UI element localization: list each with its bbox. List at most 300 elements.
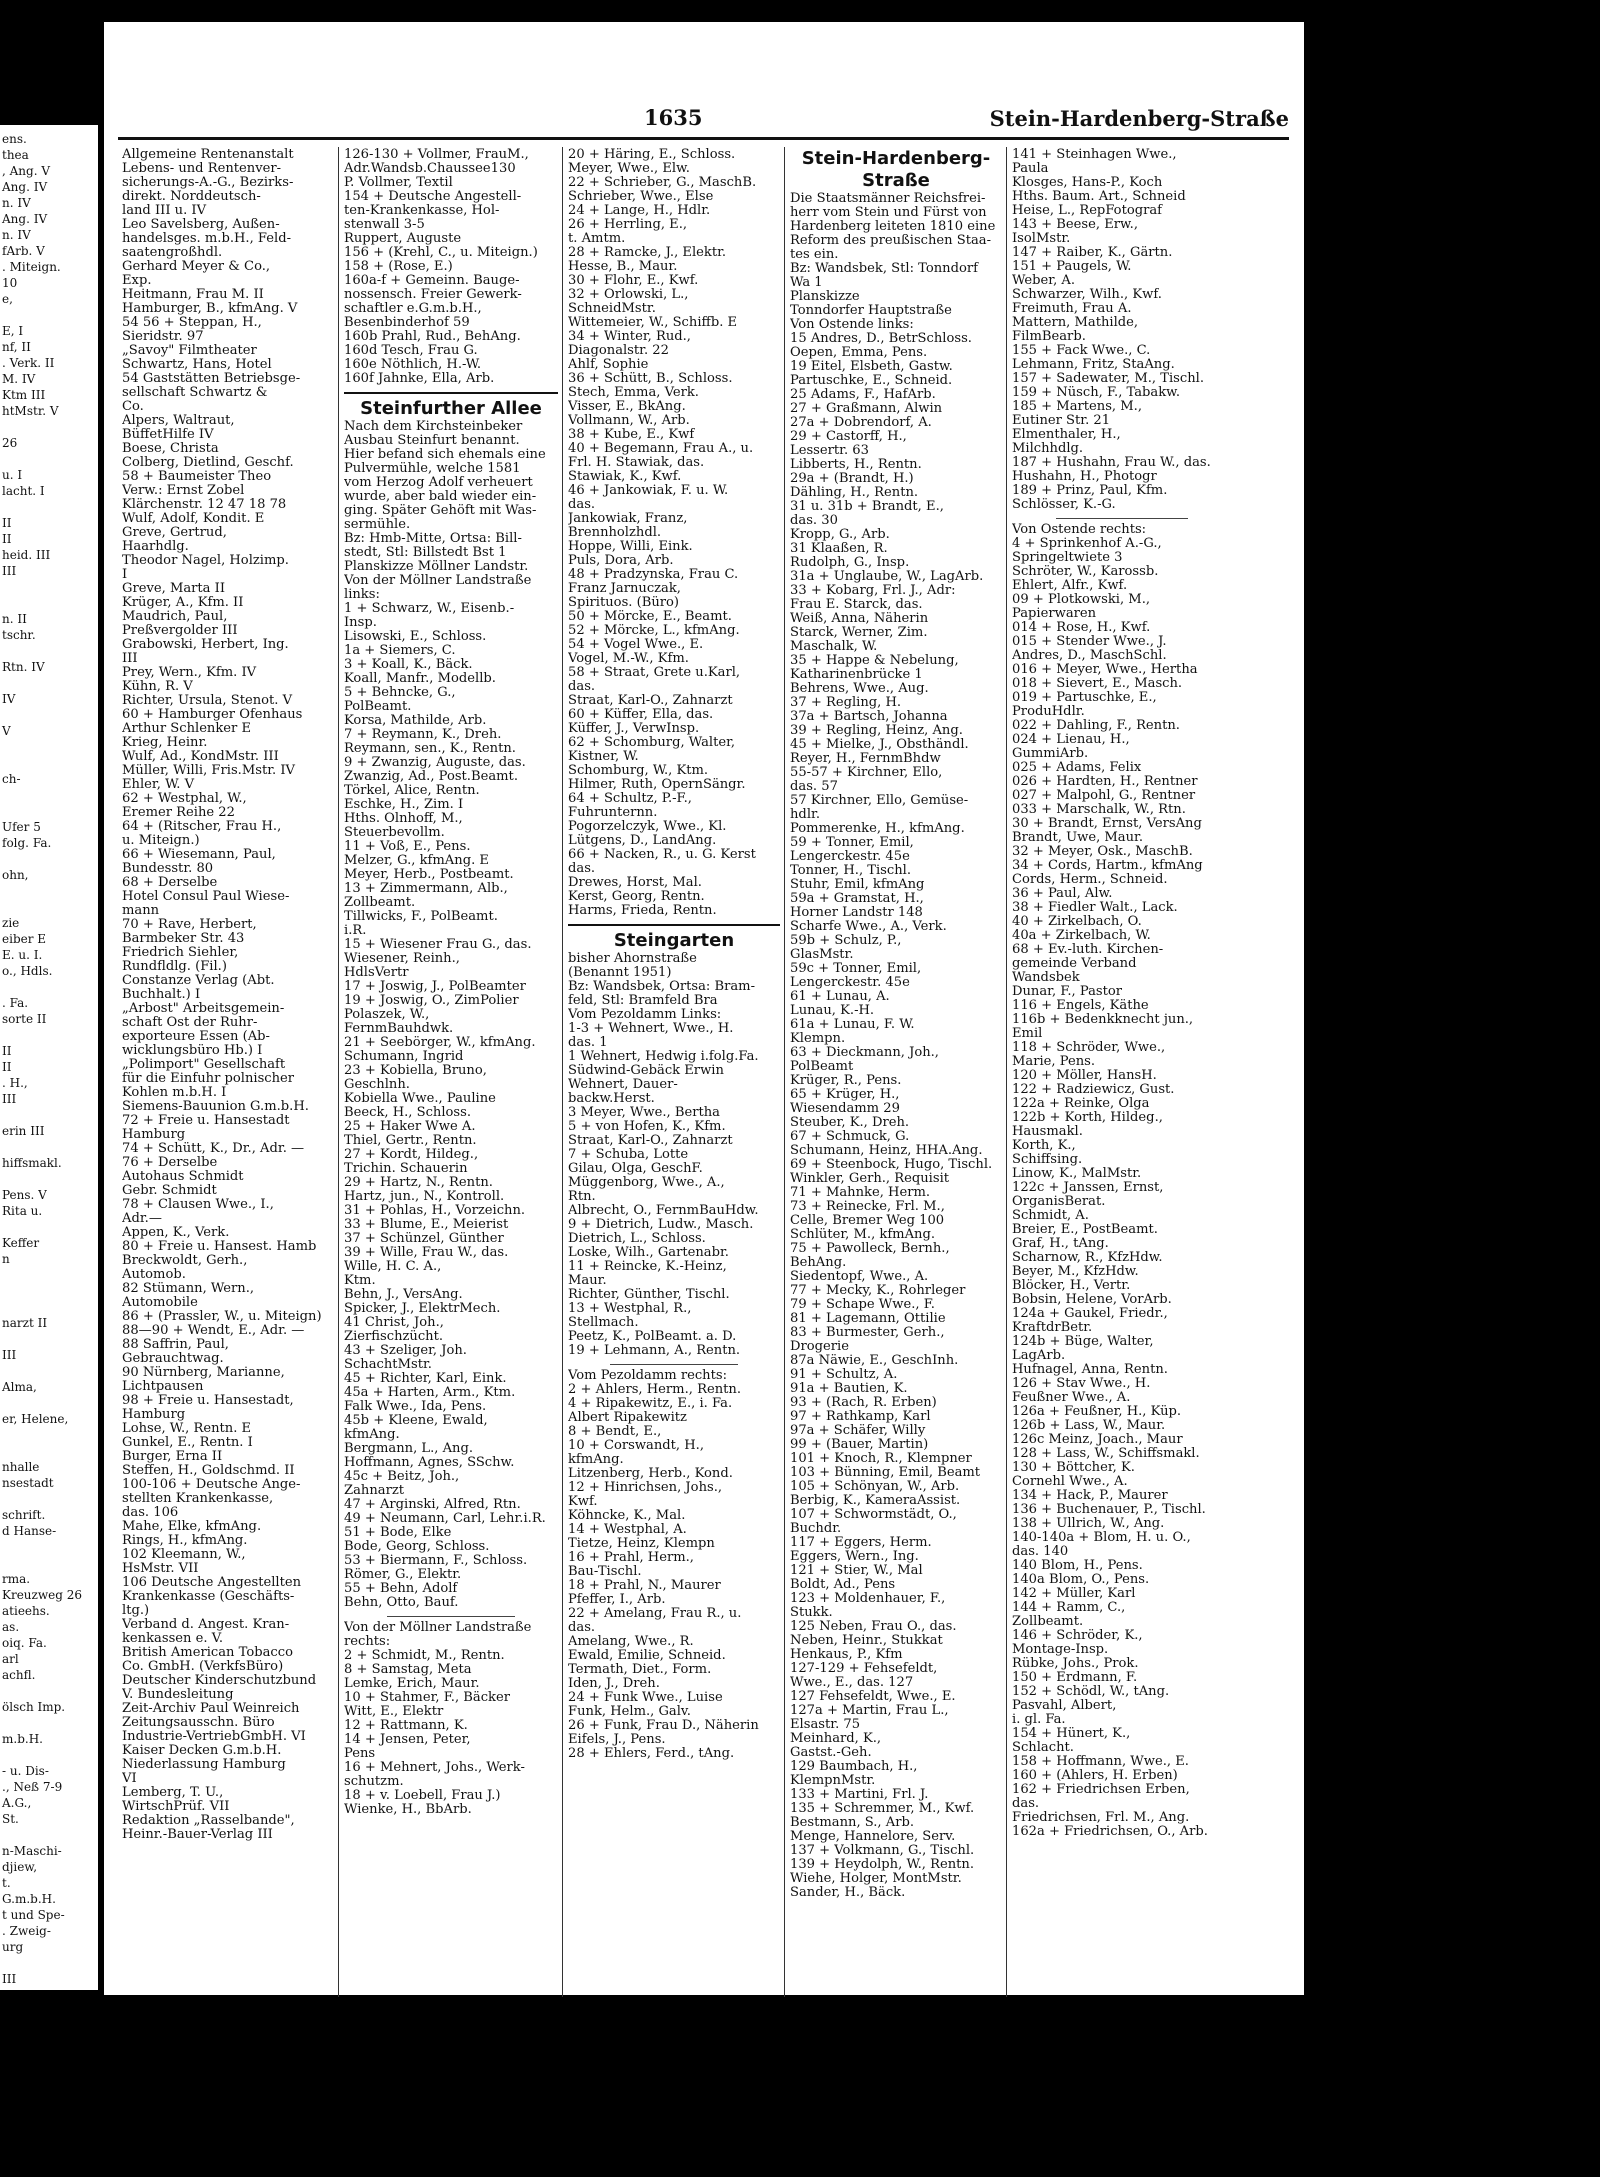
directory-entry: Preßvergolder III [122, 624, 238, 638]
directory-entry: VI [122, 1772, 137, 1786]
directory-entry: Drewes, Horst, Mal. [568, 876, 702, 890]
directory-entry: Hamburg [122, 1408, 186, 1422]
left-page-text: tschr. [2, 628, 36, 642]
directory-entry: Schmidt, A. [1012, 1209, 1089, 1223]
directory-entry: Hilmer, Ruth, OpernSängr. [568, 778, 746, 792]
directory-entry: Lunau, K.-H. [790, 1004, 875, 1018]
directory-entry: 126b + Lass, W., Maur. [1012, 1419, 1166, 1433]
directory-entry: i. gl. Fa. [1012, 1713, 1066, 1727]
directory-entry: 88—90 + Wendt, E., Adr. — [122, 1324, 305, 1338]
directory-entry: 09 + Plotkowski, M., [1012, 593, 1151, 607]
directory-entry: Richter, Ursula, Stenot. V [122, 694, 293, 708]
directory-entry: 35 + Happe & Nebelung, [790, 654, 959, 668]
directory-entry: sicherungs-A.-G., Bezirks- [122, 176, 294, 190]
directory-entry: Automob. [122, 1268, 186, 1282]
directory-entry: 024 + Lienau, H., [1012, 733, 1130, 747]
directory-entry: 103 + Bünning, Emil, Beamt [790, 1466, 981, 1480]
directory-entry: 135 + Schremmer, M., Kwf. [790, 1802, 975, 1816]
directory-entry: Celle, Bremer Weg 100 [790, 1214, 945, 1228]
left-page-text: . Miteign. [2, 260, 61, 274]
left-page-text: II [2, 516, 12, 530]
directory-entry: 98 + Freie u. Hansestadt, [122, 1394, 294, 1408]
directory-entry: land III u. IV [122, 204, 207, 218]
directory-entry: 64 + Schultz, P.-F., [568, 792, 692, 806]
directory-entry: Koall, Manfr., Modellb. [344, 672, 496, 686]
left-page-text: , Ang. V [2, 164, 50, 178]
directory-entry: Hoppe, Willi, Eink. [568, 540, 693, 554]
directory-entry: Lehmann, Fritz, StaAng. [1012, 358, 1175, 372]
directory-entry: SchachtMstr. [344, 1358, 432, 1372]
directory-entry: SchneidMstr. [568, 302, 656, 316]
directory-entry: 74 + Schütt, K., Dr., Adr. — [122, 1142, 305, 1156]
directory-entry: nossensch. Freier Gewerk- [344, 288, 522, 302]
directory-entry: 5 + von Hofen, K., Kfm. [568, 1120, 726, 1134]
column-divider [1006, 147, 1007, 1997]
directory-entry: 28 + Ehlers, Ferd., tAng. [568, 1747, 735, 1761]
directory-entry: 9 + Zwanzig, Auguste, das. [344, 756, 526, 770]
directory-entry: Wienke, H., BbArb. [344, 1803, 472, 1817]
directory-entry: Von Ostende rechts: [1012, 523, 1147, 537]
directory-entry: 25 + Haker Wwe A. [344, 1120, 476, 1134]
directory-entry: 16 + Mehnert, Johs., Werk- [344, 1761, 525, 1775]
directory-entry: Loske, Wilh., Gartenabr. [568, 1246, 729, 1260]
directory-entry: Zeitungsausschn. Büro [122, 1716, 275, 1730]
street-heading: Stein-Hardenberg-Straße [801, 148, 991, 191]
directory-entry: Tonndorfer Hauptstraße [790, 304, 952, 318]
directory-entry: mann [122, 904, 160, 918]
directory-entry: Maur. [568, 1274, 607, 1288]
directory-entry: Lohse, W., Rentn. E [122, 1422, 252, 1436]
directory-entry: Wiehe, Holger, MontMstr. [790, 1872, 962, 1886]
directory-entry: Winkler, Gerh., Requisit [790, 1172, 950, 1186]
directory-entry: 126-130 + Vollmer, FrauM., [344, 148, 529, 162]
directory-entry: Pulvermühle, welche 1581 [344, 462, 521, 476]
directory-entry: 69 + Steenbock, Hugo, Tischl. [790, 1158, 993, 1172]
directory-entry: 124a + Gaukel, Friedr., [1012, 1307, 1168, 1321]
left-page-text: IV [2, 692, 16, 706]
street-heading: Steingarten [568, 924, 780, 952]
directory-entry: Hier befand sich ehemals eine [344, 448, 546, 462]
directory-entry: Lichtpausen [122, 1380, 204, 1394]
directory-entry: Franz Jarnuczak, [568, 582, 681, 596]
directory-entry: Weiß, Anna, Näherin [790, 612, 929, 626]
directory-entry: Melzer, G., kfmAng. E [344, 854, 489, 868]
directory-entry: Maschalk, W. [790, 640, 878, 654]
directory-entry: 68 + Derselbe [122, 876, 218, 890]
directory-entry: 2 + Ahlers, Herm., Rentn. [568, 1383, 741, 1397]
directory-entry: 31 Klaaßen, R. [790, 542, 888, 556]
directory-entry: Ktm. [344, 1274, 376, 1288]
directory-entry: Reymann, sen., K., Rentn. [344, 742, 516, 756]
directory-entry: 158 + Hoffmann, Wwe., E. [1012, 1755, 1189, 1769]
directory-entry: 126a + Feußner, H., Küp. [1012, 1405, 1182, 1419]
directory-entry: Korth, K., [1012, 1139, 1076, 1153]
left-page-text: III [2, 564, 17, 578]
directory-entry: Mahe, Elke, kfmAng. [122, 1520, 262, 1534]
directory-entry: Springeltwiete 3 [1012, 551, 1123, 565]
directory-entry: Eggers, Wern., Ing. [790, 1550, 919, 1564]
directory-entry: Buchhalt.) I [122, 988, 201, 1002]
directory-entry: Friedrichsen, Frl. M., Ang. [1012, 1811, 1190, 1825]
directory-entry: 22 + Amelang, Frau R., u. [568, 1607, 742, 1621]
directory-entry: schaftler e.G.m.b.H., [344, 302, 482, 316]
directory-entry: 155 + Fack Wwe., C. [1012, 344, 1151, 358]
directory-entry: 99 + (Bauer, Martin) [790, 1438, 929, 1452]
directory-entry: 60 + Hamburger Ofenhaus [122, 708, 303, 722]
directory-entry: 127 Fehsefeldt, Wwe., E. [790, 1690, 956, 1704]
directory-entry: Heise, L., RepFotograf [1012, 204, 1163, 218]
directory-entry: Alpers, Waltraut, [122, 414, 235, 428]
left-page-text: lacht. I [2, 484, 45, 498]
directory-entry: Albert Ripakewitz [568, 1411, 687, 1425]
directory-entry: 67 + Schmuck, G. [790, 1130, 910, 1144]
directory-entry: Greve, Marta II [122, 582, 225, 596]
directory-entry: Müggenborg, Wwe., A., [568, 1176, 725, 1190]
left-page-text: n-Maschi- [2, 1844, 62, 1858]
directory-entry: Dunar, F., Pastor [1012, 985, 1122, 999]
directory-entry: Bergmann, L., Ang. [344, 1442, 474, 1456]
directory-entry: vom Herzog Adolf verheuert [344, 476, 533, 490]
directory-entry: Buchdr. [790, 1522, 842, 1536]
directory-entry: 59c + Tonner, Emil, [790, 962, 922, 976]
directory-entry: für die Einfuhr polnischer [122, 1072, 295, 1086]
directory-entry: Frau E. Starck, das. [790, 598, 923, 612]
left-page-text: atieehs. [2, 1604, 50, 1618]
directory-entry: 14 + Westphal, A. [568, 1523, 687, 1537]
directory-entry: 61 + Lunau, A. [790, 990, 890, 1004]
directory-entry: Sieridstr. 97 [122, 330, 204, 344]
directory-entry: 93 + (Rach, R. Erben) [790, 1396, 937, 1410]
directory-entry: 025 + Adams, Felix [1012, 761, 1142, 775]
directory-entry: stellten Krankenkasse, [122, 1492, 274, 1506]
directory-entry: 141 + Steinhagen Wwe., [1012, 148, 1177, 162]
directory-entry: kfmAng. [344, 1428, 400, 1442]
directory-entry: 34 + Winter, Rud., [568, 330, 691, 344]
directory-entry: Straat, Karl-O., Zahnarzt [568, 694, 733, 708]
directory-entry: Co. [122, 400, 144, 414]
directory-entry: 144 + Ramm, C., [1012, 1601, 1126, 1615]
directory-entry: LagArb. [1012, 1349, 1066, 1363]
directory-entry: 39 + Wille, Frau W., das. [344, 1246, 509, 1260]
directory-entry: 1 + Schwarz, W., Eisenb.- [344, 602, 515, 616]
directory-entry: Constanze Verlag (Abt. [122, 974, 275, 988]
left-page-text: rma. [2, 1572, 31, 1586]
directory-entry: 12 + Hinrichsen, Johs., [568, 1481, 723, 1495]
directory-entry: 128 + Lass, W., Schiffsmakl. [1012, 1447, 1200, 1461]
directory-entry: 140-140a + Blom, H. u. O., [1012, 1531, 1191, 1545]
directory-entry: Drogerie [790, 1340, 849, 1354]
left-page-text: III [2, 1972, 17, 1986]
directory-entry: Bau-Tischl. [568, 1565, 642, 1579]
directory-entry: links: [344, 588, 380, 602]
left-page-text: eiber E [2, 932, 47, 946]
directory-entry: Hufnagel, Anna, Rentn. [1012, 1363, 1168, 1377]
directory-entry: 160f Jahnke, Ella, Arb. [344, 372, 495, 386]
directory-entry: 27a + Dobrendorf, A. [790, 416, 932, 430]
directory-entry: 10 + Stahmer, F., Bäcker [344, 1691, 510, 1705]
directory-entry: Colberg, Dietlind, Geschf. [122, 456, 294, 470]
directory-entry: Pommerenke, H., kfmAng. [790, 822, 965, 836]
directory-entry: HdlsVertr [344, 966, 409, 980]
directory-entry: GlasMstr. [790, 948, 854, 962]
directory-entry: 30 + Brandt, Ernst, VersAng [1012, 817, 1202, 831]
directory-entry: das. 1 [568, 1036, 608, 1050]
directory-entry: gemeinde Verband [1012, 957, 1137, 971]
directory-entry: Hoffmann, Agnes, SSchw. [344, 1456, 515, 1470]
directory-entry: Eutiner Str. 21 [1012, 414, 1111, 428]
directory-entry: Redaktion „Rasselbande", [122, 1814, 295, 1828]
left-page-text: er, Helene, [2, 1412, 69, 1426]
directory-entry: 139 + Heydolph, W., Rentn. [790, 1858, 974, 1872]
directory-entry: 122a + Reinke, Olga [1012, 1097, 1150, 1111]
directory-entry: 187 + Hushahn, Frau W., das. [1012, 456, 1211, 470]
left-page-text: narzt II [2, 1316, 48, 1330]
directory-entry: 20 + Häring, E., Schloss. [568, 148, 736, 162]
directory-entry: Steuerbevollm. [344, 826, 445, 840]
directory-entry: das. [568, 498, 596, 512]
directory-entry: 83 + Burmester, Gerh., [790, 1326, 945, 1340]
directory-entry: Verband d. Angest. Kran- [122, 1618, 290, 1632]
directory-entry: Siemens-Bauunion G.m.b.H. [122, 1100, 309, 1114]
left-page-text: St. [2, 1812, 19, 1826]
directory-entry: saatengroßhdl. [122, 246, 223, 260]
directory-entry: Vom Pezoldamm Links: [568, 1008, 722, 1022]
directory-entry: Siedentopf, Wwe., A. [790, 1270, 929, 1284]
directory-entry: Stuhr, Emil, kfmAng [790, 878, 925, 892]
directory-entry: I [122, 568, 128, 582]
directory-entry: Jankowiak, Franz, [568, 512, 688, 526]
directory-entry: 48 + Pradzynska, Frau C. [568, 568, 739, 582]
left-page-fragment [0, 125, 98, 1990]
directory-entry: Hotel Consul Paul Wiese- [122, 890, 290, 904]
directory-entry: direkt. Norddeutsch- [122, 190, 261, 204]
column-1 [122, 148, 334, 1842]
directory-entry: Beeck, H., Schloss. [344, 1106, 472, 1120]
directory-entry: Lütgens, D., LandAng. [568, 834, 717, 848]
directory-entry: 38 + Kube, E., Kwf [568, 428, 695, 442]
directory-entry: FernmBauhdwk. [344, 1022, 454, 1036]
section-divider [387, 1616, 515, 1617]
directory-entry: Korsa, Mathilde, Arb. [344, 714, 487, 728]
left-page-text: ölsch Imp. [2, 1700, 66, 1714]
directory-entry: Brandt, Uwe, Maur. [1012, 831, 1144, 845]
directory-entry: 122c + Janssen, Ernst, [1012, 1181, 1164, 1195]
directory-entry: Allgemeine Rentenanstalt [122, 148, 294, 162]
left-page-text: djiew, [2, 1860, 38, 1874]
directory-entry: 70 + Rave, Herbert, [122, 918, 257, 932]
column-5 [1012, 148, 1232, 1839]
directory-entry: 152 + Schödl, W., tAng. [1012, 1685, 1170, 1699]
directory-entry: Mattern, Mathilde, [1012, 316, 1139, 330]
directory-entry: Tonner, H., Tischl. [790, 864, 912, 878]
directory-entry: Maudrich, Paul, [122, 610, 228, 624]
left-page-text: schrift. [2, 1508, 46, 1522]
directory-entry: Dietrich, L., Schloss. [568, 1232, 706, 1246]
left-page-text: III [2, 1348, 17, 1362]
directory-entry: 57 Kirchner, Ello, Gemüse- [790, 794, 969, 808]
directory-entry: Behrens, Wwe., Aug. [790, 682, 929, 696]
directory-entry: WirtschPrüf. VII [122, 1800, 230, 1814]
directory-entry: Termath, Diet., Form. [568, 1663, 712, 1677]
directory-entry: 122 + Radziewicz, Gust. [1012, 1083, 1175, 1097]
directory-entry: Boldt, Ad., Pens [790, 1578, 896, 1592]
directory-entry: 82 Stümann, Wern., [122, 1282, 255, 1296]
left-page-text: A.G., [2, 1796, 32, 1810]
directory-entry: 75 + Pawolleck, Bernh., [790, 1242, 950, 1256]
directory-entry: das. 106 [122, 1506, 179, 1520]
directory-entry: 73 + Reinecke, Frl. M., [790, 1200, 945, 1214]
directory-entry: 146 + Schröder, K., [1012, 1629, 1143, 1643]
directory-entry: 117 + Eggers, Herm. [790, 1536, 932, 1550]
left-page-text: nsestadt [2, 1476, 54, 1490]
directory-entry: Insp. [344, 616, 377, 630]
directory-entry: Schlacht. [1012, 1741, 1074, 1755]
directory-entry: Ewald, Emilie, Schneid. [568, 1649, 726, 1663]
left-page-text: . H., [2, 1076, 28, 1090]
directory-entry: das. 140 [1012, 1545, 1069, 1559]
directory-entry: Lessertr. 63 [790, 444, 869, 458]
left-page-text: Alma, [2, 1380, 37, 1394]
directory-entry: Falk Wwe., Ida, Pens. [344, 1400, 487, 1414]
directory-entry: Rtn. [568, 1190, 596, 1204]
directory-entry: Beyer, M., KfzHdw. [1012, 1265, 1139, 1279]
directory-entry: Stawiak, K., Kwf. [568, 470, 682, 484]
directory-entry: Witt, E., Elektr [344, 1705, 444, 1719]
directory-entry: 027 + Malpohl, G., Rentner [1012, 789, 1196, 803]
left-page-text: Keffer [2, 1236, 40, 1250]
directory-entry: Arthur Schlenker E [122, 722, 252, 736]
directory-entry: wurde, aber bald wieder ein- [344, 490, 537, 504]
directory-entry: IsolMstr. [1012, 232, 1071, 246]
directory-entry: 53 + Biermann, F., Schloss. [344, 1554, 528, 1568]
directory-entry: Kaiser Decken G.m.b.H. [122, 1744, 282, 1758]
left-page-text: M. IV [2, 372, 36, 386]
directory-entry: 28 + Ramcke, J., Elektr. [568, 246, 727, 260]
directory-entry: 41 Christ, Joh., [344, 1316, 444, 1330]
directory-entry: Heitmann, Frau M. II [122, 288, 264, 302]
directory-entry: 24 + Lange, H., Hdlr. [568, 204, 711, 218]
directory-entry: Stellmach. [568, 1316, 639, 1330]
directory-entry: 13 + Westphal, R., [568, 1302, 692, 1316]
directory-entry: exporteure Essen (Ab- [122, 1030, 270, 1044]
directory-entry: Müller, Willi, Fris.Mstr. IV [122, 764, 295, 778]
directory-entry: 29 + Hartz, N., Rentn. [344, 1176, 493, 1190]
directory-entry: Ruppert, Auguste [344, 232, 462, 246]
directory-entry: 150 + Erdmann, F. [1012, 1671, 1138, 1685]
directory-entry: Scharnow, R., KfzHdw. [1012, 1251, 1163, 1265]
directory-entry: Thiel, Gertr., Rentn. [344, 1134, 477, 1148]
directory-entry: Vollmann, W., Arb. [568, 414, 690, 428]
directory-entry: 160d Tesch, Frau G. [344, 344, 478, 358]
directory-entry: Cords, Herm., Schneid. [1012, 873, 1168, 887]
directory-entry: 142 + Müller, Karl [1012, 1587, 1136, 1601]
directory-entry: 162 + Friedrichsen Erben, [1012, 1783, 1190, 1797]
directory-entry: Meyer, Herb., Postbeamt. [344, 868, 514, 882]
directory-entry: Schiffsing. [1012, 1153, 1083, 1167]
directory-entry: tes ein. [790, 248, 839, 262]
section-divider [610, 1364, 737, 1365]
directory-entry: 31 + Pohlas, H., Vorzeichn. [344, 1204, 526, 1218]
directory-entry: 18 + v. Loebell, Frau J.) [344, 1789, 501, 1803]
directory-entry: 15 + Wiesener Frau G., das. [344, 938, 532, 952]
directory-entry: Eschke, H., Zim. I [344, 798, 464, 812]
directory-entry: Wittemeier, W., Schiffb. E [568, 316, 738, 330]
directory-entry: Berbig, K., KameraAssist. [790, 1494, 961, 1508]
directory-entry: 90 Nürnberg, Marianne, [122, 1366, 285, 1380]
directory-entry: 33 + Kobarg, Frl. J., Adr: [790, 584, 956, 598]
directory-entry: ProduHdlr. [1012, 705, 1085, 719]
directory-entry: 160e Nöthlich, H.-W. [344, 358, 482, 372]
left-page-text: nf, II [2, 340, 31, 354]
left-page-text: II [2, 1044, 12, 1058]
left-page-text: 10 [2, 276, 18, 290]
directory-entry: KlempnMstr. [790, 1774, 876, 1788]
directory-entry: 34 + Cords, Hartm., kfmAng [1012, 859, 1203, 873]
left-page-text: G.m.b.H. [2, 1892, 56, 1906]
directory-entry: Partuschke, E., Schneid. [790, 374, 953, 388]
directory-entry: 5 + Behncke, G., [344, 686, 456, 700]
directory-entry: Sander, H., Bäck. [790, 1886, 906, 1900]
directory-entry: 55-57 + Kirchner, Ello, [790, 766, 943, 780]
directory-entry: Menge, Hannelore, Serv. [790, 1830, 956, 1844]
directory-entry: Theodor Nagel, Holzimp. [122, 554, 289, 568]
left-page-text: Ang. IV [2, 212, 48, 226]
left-page-text: Ktm III [2, 388, 46, 402]
directory-entry: 016 + Meyer, Wwe., Hertha [1012, 663, 1198, 677]
directory-entry: V. Bundesleitung [122, 1688, 234, 1702]
directory-entry: OrganisBerat. [1012, 1195, 1106, 1209]
directory-entry: III [122, 652, 138, 666]
directory-entry: Spicker, J., ElektrMech. [344, 1302, 501, 1316]
directory-entry: Cornehl Wwe., A. [1012, 1475, 1128, 1489]
directory-entry: 88 Saffrin, Paul, [122, 1338, 229, 1352]
directory-entry: 25 Adams, F., HafArb. [790, 388, 936, 402]
directory-entry: schaft Ost der Ruhr- [122, 1016, 258, 1030]
directory-entry: 102 Kleemann, W., [122, 1548, 246, 1562]
directory-entry: Köhncke, K., Mal. [568, 1509, 686, 1523]
directory-entry: 46 + Jankowiak, F. u. W. [568, 484, 729, 498]
directory-entry: P. Vollmer, Textil [344, 176, 453, 190]
directory-entry: Gunkel, E., Rentn. I [122, 1436, 253, 1450]
directory-entry: Schlüter, M., kfmAng. [790, 1228, 936, 1242]
directory-entry: Haarhdlg. [122, 540, 189, 554]
directory-entry: 11 + Reincke, K.-Heinz, [568, 1260, 727, 1274]
directory-entry: 29a + (Brandt, H.) [790, 472, 914, 486]
directory-entry: 189 + Prinz, Paul, Kfm. [1012, 484, 1168, 498]
directory-entry: Krankenkasse (Geschäfts- [122, 1590, 295, 1604]
directory-entry: das. [568, 862, 596, 876]
directory-entry: Bode, Georg, Schloss. [344, 1540, 490, 1554]
directory-entry: Fuhrunternn. [568, 806, 658, 820]
directory-entry: 107 + Schwormstädt, O., [790, 1508, 957, 1522]
directory-entry: Lengerckestr. 45e [790, 976, 910, 990]
left-page-text: t und Spe- [2, 1908, 65, 1922]
directory-entry: 162a + Friedrichsen, O., Arb. [1012, 1825, 1208, 1839]
directory-entry: Puls, Dora, Arb. [568, 554, 674, 568]
directory-entry: 72 + Freie u. Hansestadt [122, 1114, 290, 1128]
column-3 [568, 148, 780, 1761]
directory-entry: 55 + Behn, Adolf [344, 1582, 458, 1596]
directory-entry: Gerhard Meyer & Co., [122, 260, 271, 274]
directory-entry: Pens [344, 1747, 376, 1761]
directory-entry: Planskizze Möllner Landstr. [344, 560, 529, 574]
directory-entry: 019 + Partuschke, E., [1012, 691, 1157, 705]
directory-entry: Hushahn, H., Photogr [1012, 470, 1157, 484]
directory-entry: 018 + Sievert, E., Masch. [1012, 677, 1183, 691]
directory-entry: 1-3 + Wehnert, Wwe., H. [568, 1022, 734, 1036]
directory-entry: Ehler, W. V [122, 778, 195, 792]
directory-entry: Bz: Hmb-Mitte, Ortsa: Bill- [344, 532, 522, 546]
